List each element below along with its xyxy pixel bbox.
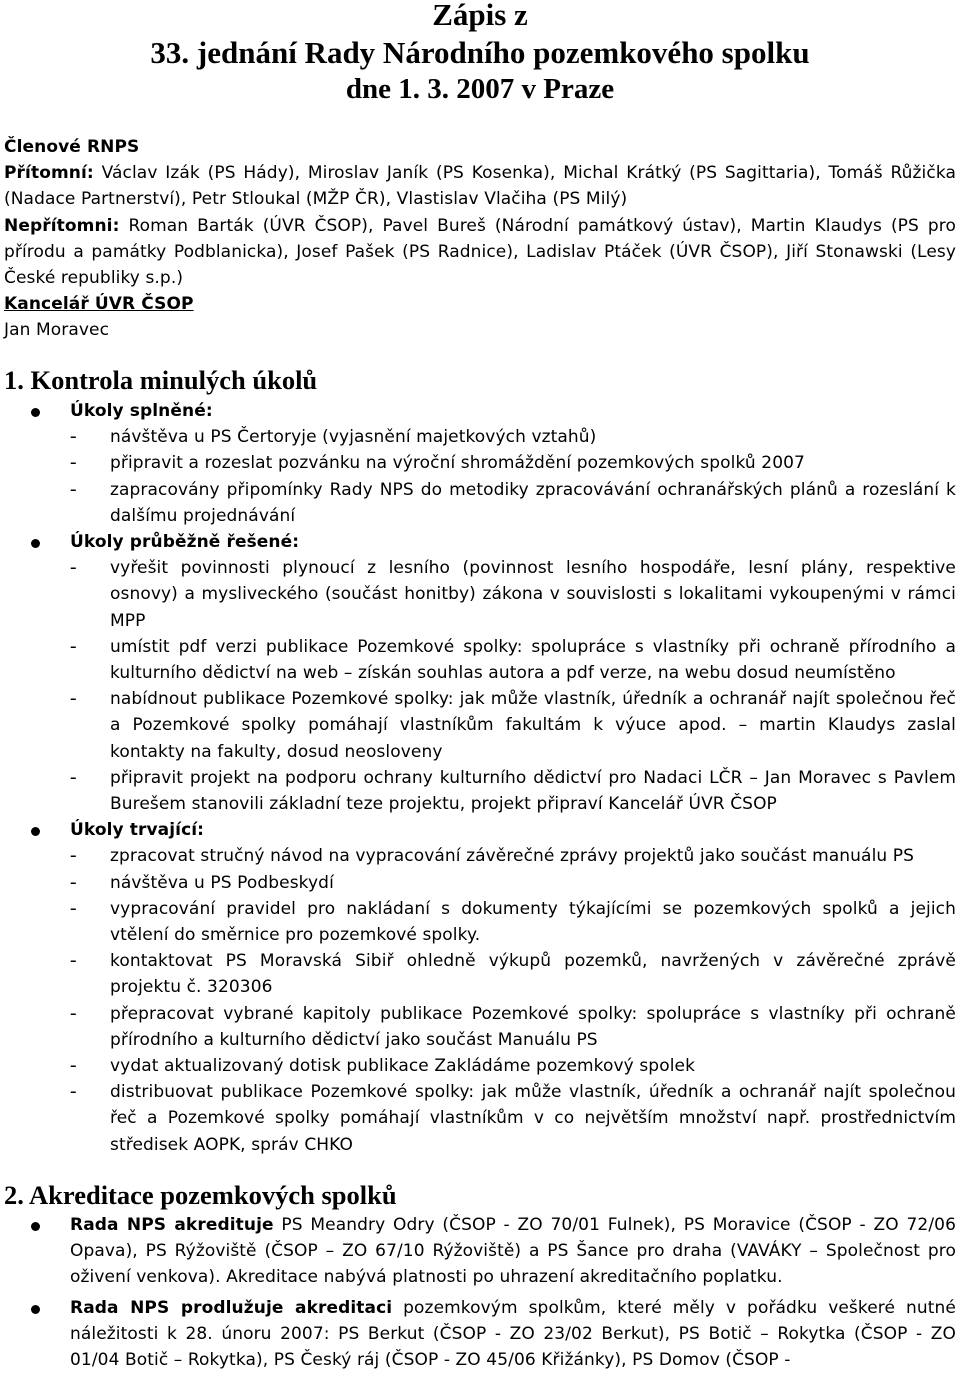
bullet-icon bbox=[31, 539, 40, 548]
list-item bbox=[0, 896, 960, 948]
dash-icon: - bbox=[70, 897, 77, 919]
section-1-heading: 1. Kontrola minulých úkolů bbox=[4, 365, 318, 395]
list-item-text: vypracování pravidel pro nakládaní s dokumenty týkajícími se pozemkových spolků a jejich vtělení do směrnice pro pozemkové spolky. bbox=[110, 898, 956, 946]
list-item bbox=[0, 555, 960, 634]
present-label: Přítomní: bbox=[4, 163, 94, 184]
list-item-text: zpracovat stručný návod na vypracování závěrečné zprávy projektů jako součást manuálu PS bbox=[110, 846, 915, 867]
extension-text: pozemkovým spolkům, které měly v pořádku veškeré nutné náležitosti k 28. únoru 2007: PS Berkut (ČSOP - ZO 23/02 Berkut), PS Botič – Rokytka (ČSOP - ZO 01/04 Botič – Rokytka), PS Český ráj (ČSOP - ZO 45/06 Křižánky), PS Domov (ČSOP - bbox=[70, 1297, 956, 1371]
list-item bbox=[0, 870, 960, 896]
present-text: Václav Izák (PS Hády), Miroslav Janík (PS Kosenka), Michal Krátký (PS Sagittaria), Tomáš Růžička (Nadace Partnerství), Petr Stloukal (MŽP ČR), Vlastislav Vlačiha (PS Milý) bbox=[4, 163, 956, 210]
dash-icon: - bbox=[70, 1081, 77, 1103]
list-item-text: návštěva u PS Čertoryje (vyjasnění majetkových vztahů) bbox=[110, 427, 597, 448]
dash-icon: - bbox=[70, 688, 77, 710]
absent-paragraph bbox=[4, 213, 956, 292]
present-paragraph bbox=[4, 160, 956, 212]
office-label: Kancelář ÚVR ČSOP bbox=[4, 294, 194, 315]
title-line-3: dne 1. 3. 2007 v Praze bbox=[345, 73, 615, 105]
lasting-label: Úkoly trvající: bbox=[70, 820, 205, 841]
list-item bbox=[0, 1053, 960, 1079]
dash-icon: - bbox=[70, 871, 77, 893]
absent-label: Nepřítomni: bbox=[4, 215, 120, 236]
list-item bbox=[0, 948, 960, 1000]
accreditation-extension-item bbox=[0, 1295, 960, 1374]
list-item-text: vyřešit povinnosti plynoucí z lesního (povinnost lesního hospodáře, lesní plány, respektive osnovy) a mysliveckého (součást honitby) zákona v souvislosti s lokalitami vykoupenými v rámci MPP bbox=[110, 558, 956, 631]
list-item-text: zapracovány připomínky Rady NPS do metodiky zpracovávání ochranářských plánů a rozeslání k dalšímu projednávání bbox=[110, 479, 956, 526]
dash-icon: - bbox=[70, 557, 77, 579]
dash-icon: - bbox=[70, 766, 77, 788]
ongoing-tasks-heading bbox=[0, 529, 960, 555]
list-item-text: umístit pdf verzi publikace Pozemkové spolky: spolupráce s vlastníky při ochraně přírodního a kulturního dědictví na web – získán souhlas autora a pdf verze, na webu dosud neumístěno bbox=[110, 636, 956, 684]
list-item-text: nabídnout publikace Pozemkové spolky: jak může vlastník, úředník a ochranář najít společnou řeč a Pozemkové spolky pomáhají vlastníkům fakultám k výuce apod. – martin Klaudys zaslal kontakty na fakulty, dosud neosloveny bbox=[110, 689, 956, 762]
extension-label: Rada NPS prodlužuje akreditaci bbox=[70, 1297, 393, 1318]
dash-icon: - bbox=[70, 478, 77, 500]
bullet-icon bbox=[31, 827, 40, 836]
list-item-text: připravit projekt na podporu ochrany kulturního dědictví pro Nadaci LČR – Jan Moravec s Pavlem Burešem stanovili základní teze projektu, projekt připraví Kancelář ÚVR ČSOP bbox=[110, 767, 956, 815]
done-label: Úkoly splněné: bbox=[70, 401, 213, 421]
bullet-icon bbox=[31, 1222, 40, 1231]
list-item bbox=[0, 477, 960, 529]
section-2-body bbox=[0, 1212, 960, 1373]
dash-icon: - bbox=[70, 1002, 77, 1024]
absent-text: Roman Barták (ÚVR ČSOP), Pavel Bureš (Národní památkový ústav), Martin Klaudys (PS pro přírodu a památky Podblanicka), Josef Pašek (PS Radnice), Ladislav Ptáček (ÚVR ČSOP), Jiří Stonawski (Lesy České republiky s.p.) bbox=[4, 215, 956, 289]
dash-icon: - bbox=[70, 635, 77, 657]
list-item-text: distribuovat publikace Pozemkové spolky: jak může vlastník, úředník a ochranář najít společnou řeč a Pozemkové spolky pomáhají vlastníkům v co největším množství např. prostřednictvím středisek AOPK, správ CHKO bbox=[110, 1082, 956, 1155]
dash-icon: - bbox=[70, 426, 77, 448]
list-item-text: vydat aktualizovaný dotisk publikace Zakládáme pozemkový spolek bbox=[110, 1056, 696, 1077]
title-line-2: 33. jednání Rady Národního pozemkového spolku bbox=[150, 35, 810, 70]
accreditation-label: Rada NPS akredituje bbox=[70, 1215, 274, 1235]
office-text: Jan Moravec bbox=[4, 320, 110, 341]
list-item-text: připravit a rozeslat pozvánku na výroční shromáždění pozemkových spolků 2007 bbox=[110, 453, 805, 474]
dash-icon: - bbox=[70, 845, 77, 867]
list-item bbox=[0, 1079, 960, 1158]
members-heading: Členové RNPS bbox=[4, 137, 140, 157]
dash-icon: - bbox=[70, 950, 77, 972]
list-item-text: přepracovat vybrané kapitoly publikace Pozemkové spolky: spolupráce s vlastníky při ochraně přírodního a kulturního dědictví jako součást Manuálu PS bbox=[110, 1003, 956, 1050]
accreditation-text: PS Meandry Odry (ČSOP - ZO 70/01 Fulnek), PS Moravice (ČSOP - ZO 72/06 Opava), PS Rýžoviště (ČSOP – ZO 67/10 Rýžoviště) a PS Šance pro draha (VAVÁKY – Společnost pro oživení venkova). Akreditace nabývá platnosti po uhrazení akreditačního poplatku. bbox=[70, 1215, 956, 1288]
list-item bbox=[0, 424, 960, 450]
ongoing-label: Úkoly průběžně řešené: bbox=[70, 532, 300, 553]
title-line-1: Zápis z bbox=[432, 0, 528, 32]
list-item bbox=[0, 1001, 960, 1053]
section-1-body bbox=[0, 398, 960, 1158]
lasting-tasks-heading bbox=[0, 817, 960, 843]
section-2-heading: 2. Akreditace pozemkových spolků bbox=[4, 1180, 397, 1210]
list-item bbox=[0, 450, 960, 476]
dash-icon: - bbox=[70, 1055, 77, 1077]
accreditation-item bbox=[0, 1212, 960, 1291]
list-item-text: kontaktovat PS Moravská Sibiř ohledně výkupů pozemků, navržených v závěrečné zprávě projektu č. 320306 bbox=[110, 951, 956, 998]
list-item bbox=[0, 686, 960, 765]
dash-icon: - bbox=[70, 452, 77, 474]
bullet-icon bbox=[31, 408, 40, 417]
list-item bbox=[0, 765, 960, 817]
list-item bbox=[0, 843, 960, 869]
bullet-icon bbox=[31, 1305, 40, 1314]
list-item bbox=[0, 634, 960, 686]
done-tasks-heading bbox=[0, 398, 960, 424]
list-item-text: návštěva u PS Podbeskydí bbox=[110, 872, 334, 893]
members-block bbox=[4, 134, 956, 344]
